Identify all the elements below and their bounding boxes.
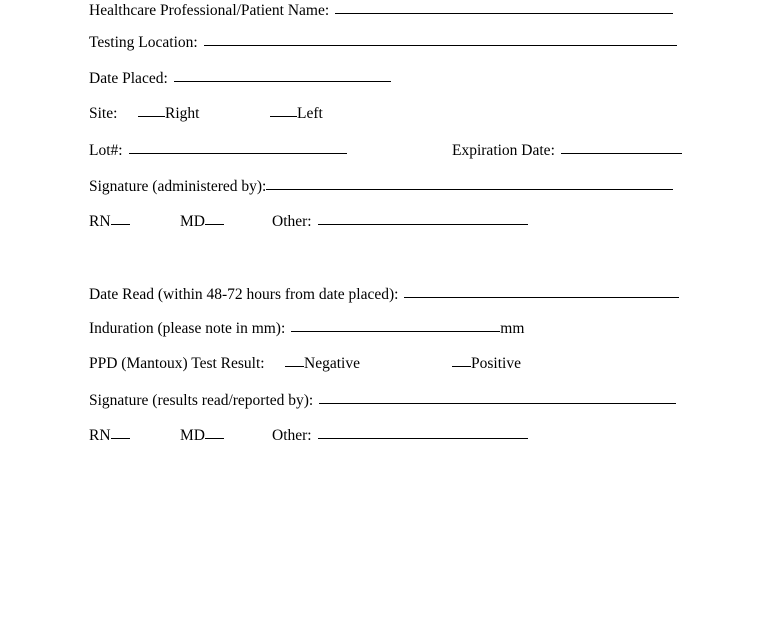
field-row-patient-name (89, 0, 673, 21)
test-result-negative-checkbox[interactable] (285, 354, 304, 367)
test-result-positive-checkbox[interactable] (452, 354, 471, 367)
field-row-date-placed (89, 68, 391, 89)
site-right-label: Right (165, 105, 200, 122)
field-row-date-read (89, 284, 679, 305)
credential-md-label: MD (180, 213, 205, 230)
credential-other-administered (272, 212, 528, 232)
credential-md-checkbox[interactable] (205, 212, 224, 225)
lot-number-label: Lot#: (89, 142, 123, 159)
signature-results-label: Signature (results read/reported by): (89, 392, 314, 409)
site-label: Site: (89, 105, 118, 122)
signature-administered-input-blank[interactable] (266, 176, 673, 190)
induration-input-blank[interactable] (291, 318, 500, 332)
test-result-option-negative[interactable] (285, 354, 360, 374)
credential-md-checkbox-results[interactable] (205, 426, 224, 439)
lot-number-input-blank[interactable] (129, 140, 347, 154)
test-result-negative-label: Negative (304, 355, 360, 372)
patient-name-input-blank[interactable] (335, 0, 673, 14)
credential-rn-checkbox-results[interactable] (111, 426, 130, 439)
credential-other-input-blank[interactable] (318, 212, 528, 225)
date-placed-label: Date Placed: (89, 70, 168, 87)
expiration-date-input-blank[interactable] (561, 140, 682, 154)
date-read-input-blank[interactable] (404, 284, 679, 298)
credential-other-results (272, 426, 528, 446)
signature-administered-label: Signature (administered by): (89, 178, 267, 195)
credential-other-input-blank-results[interactable] (318, 426, 528, 439)
credential-rn-label: RN (89, 213, 111, 230)
site-left-checkbox[interactable] (270, 104, 297, 117)
credential-row-results (89, 426, 130, 446)
credential-row-administered (89, 212, 130, 232)
field-row-induration (89, 318, 524, 339)
site-right-checkbox[interactable] (138, 104, 165, 117)
induration-unit-label: mm (500, 320, 525, 337)
test-result-label: PPD (Mantoux) Test Result: (89, 355, 265, 372)
signature-results-input-blank[interactable] (319, 390, 676, 404)
test-result-option-positive[interactable] (452, 354, 521, 374)
field-row-test-result (89, 354, 265, 374)
field-row-testing-location (89, 32, 677, 53)
induration-label: Induration (please note in mm): (89, 320, 286, 337)
credential-md-label-results: MD (180, 427, 205, 444)
date-placed-input-blank[interactable] (174, 68, 391, 82)
expiration-date-label: Expiration Date: (452, 142, 555, 159)
credential-rn-label-results: RN (89, 427, 111, 444)
field-row-expiration-date (452, 140, 682, 161)
credential-other-label: Other: (272, 213, 312, 230)
field-row-signature-administered (89, 176, 673, 197)
patient-name-label: Healthcare Professional/Patient Name: (89, 2, 330, 19)
date-read-label: Date Read (within 48-72 hours from date placed): (89, 286, 399, 303)
testing-location-label: Testing Location: (89, 34, 198, 51)
credential-rn-checkbox[interactable] (111, 212, 130, 225)
field-row-lot-number (89, 140, 347, 161)
credential-other-label-results: Other: (272, 427, 312, 444)
field-row-signature-results (89, 390, 676, 411)
site-option-left[interactable] (270, 104, 323, 124)
field-row-site (89, 104, 117, 124)
site-left-label: Left (297, 105, 323, 122)
credential-md-results (180, 426, 224, 446)
test-result-positive-label: Positive (471, 355, 521, 372)
testing-location-input-blank[interactable] (204, 32, 677, 46)
site-option-right[interactable] (138, 104, 199, 124)
credential-md-administered (180, 212, 224, 232)
